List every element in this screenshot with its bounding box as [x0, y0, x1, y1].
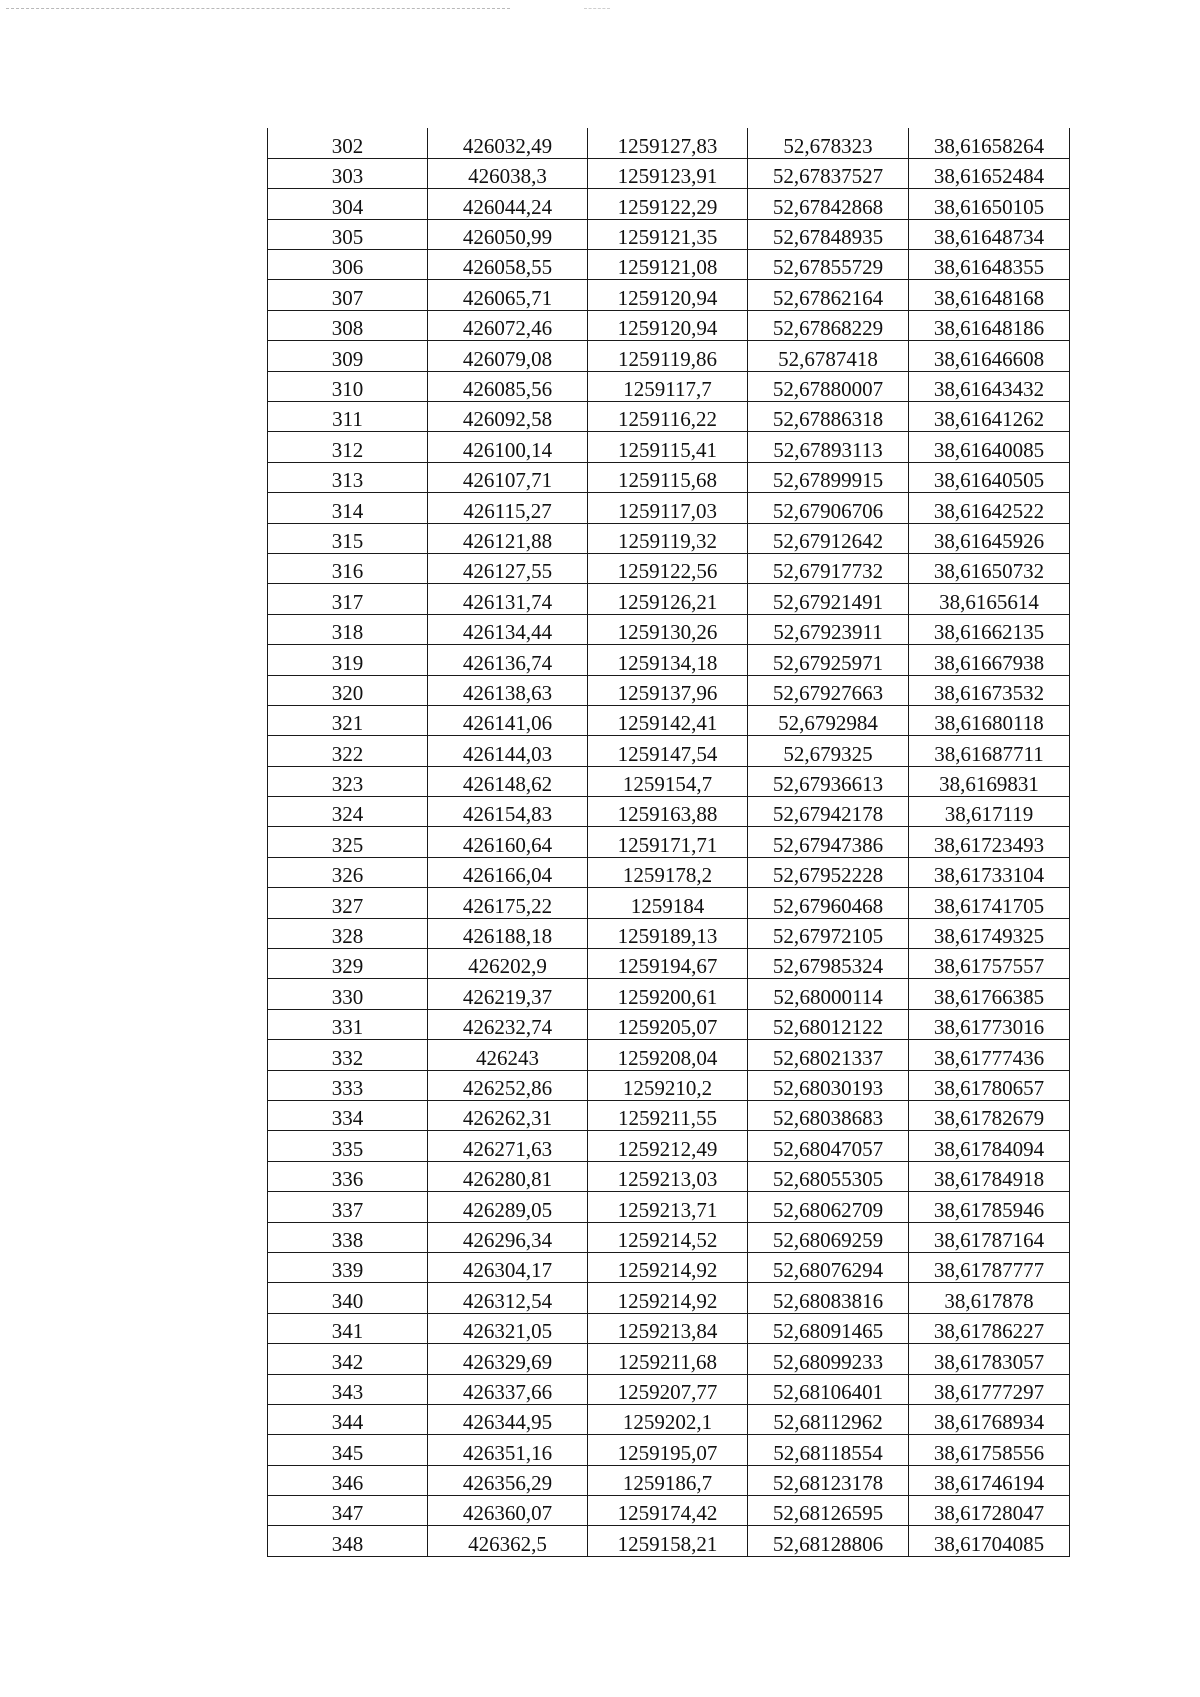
table-row — [268, 1435, 1070, 1465]
coord-y-cell: 1259134,18 — [588, 645, 748, 675]
coordinates-table — [267, 128, 1070, 1557]
point-number-cell: 319 — [268, 645, 428, 675]
coord-y-cell: 1259158,21 — [588, 1526, 748, 1556]
point-number-cell: 310 — [268, 371, 428, 401]
coord-x-cell: 426141,06 — [428, 705, 588, 735]
longitude-cell: 38,61723493 — [909, 827, 1070, 857]
coord-y-cell: 1259121,35 — [588, 219, 748, 249]
coord-y-cell: 1259121,08 — [588, 250, 748, 280]
table-row — [268, 432, 1070, 462]
point-number-cell: 307 — [268, 280, 428, 310]
point-number-cell: 336 — [268, 1161, 428, 1191]
coord-y-cell: 1259195,07 — [588, 1435, 748, 1465]
longitude-cell: 38,61766385 — [909, 979, 1070, 1009]
table-row — [268, 158, 1070, 188]
coord-x-cell: 426144,03 — [428, 736, 588, 766]
latitude-cell: 52,67912642 — [748, 523, 909, 553]
coord-y-cell: 1259122,56 — [588, 553, 748, 583]
coord-y-cell: 1259147,54 — [588, 736, 748, 766]
table-row — [268, 584, 1070, 614]
point-number-cell: 323 — [268, 766, 428, 796]
coord-y-cell: 1259202,1 — [588, 1404, 748, 1434]
latitude-cell: 52,6792984 — [748, 705, 909, 735]
longitude-cell: 38,61773016 — [909, 1009, 1070, 1039]
latitude-cell: 52,67837527 — [748, 158, 909, 188]
longitude-cell: 38,61784094 — [909, 1131, 1070, 1161]
coord-x-cell: 426362,5 — [428, 1526, 588, 1556]
coord-y-cell: 1259208,04 — [588, 1040, 748, 1070]
latitude-cell: 52,67925971 — [748, 645, 909, 675]
longitude-cell: 38,61757557 — [909, 949, 1070, 979]
table-row — [268, 1252, 1070, 1282]
coord-y-cell: 1259142,41 — [588, 705, 748, 735]
coord-x-cell: 426271,63 — [428, 1131, 588, 1161]
longitude-cell: 38,61741705 — [909, 888, 1070, 918]
coord-y-cell: 1259171,71 — [588, 827, 748, 857]
coord-y-cell: 1259214,52 — [588, 1222, 748, 1252]
longitude-cell: 38,61782679 — [909, 1101, 1070, 1131]
point-number-cell: 317 — [268, 584, 428, 614]
table-row — [268, 553, 1070, 583]
coord-x-cell: 426337,66 — [428, 1374, 588, 1404]
coord-y-cell: 1259117,7 — [588, 371, 748, 401]
coord-x-cell: 426138,63 — [428, 675, 588, 705]
longitude-cell: 38,61784918 — [909, 1161, 1070, 1191]
coord-x-cell: 426252,86 — [428, 1070, 588, 1100]
coord-x-cell: 426289,05 — [428, 1192, 588, 1222]
coord-y-cell: 1259210,2 — [588, 1070, 748, 1100]
longitude-cell: 38,61733104 — [909, 857, 1070, 887]
latitude-cell: 52,678323 — [748, 128, 909, 158]
longitude-cell: 38,61650732 — [909, 553, 1070, 583]
table-row — [268, 1131, 1070, 1161]
latitude-cell: 52,68123178 — [748, 1465, 909, 1495]
latitude-cell: 52,68000114 — [748, 979, 909, 1009]
latitude-cell: 52,68021337 — [748, 1040, 909, 1070]
point-number-cell: 327 — [268, 888, 428, 918]
point-number-cell: 309 — [268, 341, 428, 371]
longitude-cell: 38,61786227 — [909, 1313, 1070, 1343]
point-number-cell: 331 — [268, 1009, 428, 1039]
point-number-cell: 328 — [268, 918, 428, 948]
coord-x-cell: 426107,71 — [428, 462, 588, 492]
longitude-cell: 38,61643432 — [909, 371, 1070, 401]
table-row — [268, 189, 1070, 219]
latitude-cell: 52,68099233 — [748, 1344, 909, 1374]
latitude-cell: 52,67917732 — [748, 553, 909, 583]
point-number-cell: 337 — [268, 1192, 428, 1222]
table-row — [268, 523, 1070, 553]
longitude-cell: 38,61646608 — [909, 341, 1070, 371]
coord-x-cell: 426121,88 — [428, 523, 588, 553]
table-row — [268, 1344, 1070, 1374]
longitude-cell: 38,617119 — [909, 797, 1070, 827]
coord-x-cell: 426050,99 — [428, 219, 588, 249]
longitude-cell: 38,61658264 — [909, 128, 1070, 158]
longitude-cell: 38,61645926 — [909, 523, 1070, 553]
coord-x-cell: 426038,3 — [428, 158, 588, 188]
coord-y-cell: 1259213,71 — [588, 1192, 748, 1222]
point-number-cell: 347 — [268, 1496, 428, 1526]
longitude-cell: 38,6169831 — [909, 766, 1070, 796]
latitude-cell: 52,68083816 — [748, 1283, 909, 1313]
coord-y-cell: 1259117,03 — [588, 493, 748, 523]
point-number-cell: 306 — [268, 250, 428, 280]
coord-x-cell: 426344,95 — [428, 1404, 588, 1434]
coord-x-cell: 426280,81 — [428, 1161, 588, 1191]
table-row — [268, 341, 1070, 371]
latitude-cell: 52,68069259 — [748, 1222, 909, 1252]
table-row — [268, 1070, 1070, 1100]
latitude-cell: 52,67972105 — [748, 918, 909, 948]
coord-y-cell: 1259163,88 — [588, 797, 748, 827]
coord-y-cell: 1259213,84 — [588, 1313, 748, 1343]
point-number-cell: 308 — [268, 310, 428, 340]
longitude-cell: 38,61785946 — [909, 1192, 1070, 1222]
point-number-cell: 338 — [268, 1222, 428, 1252]
latitude-cell: 52,67936613 — [748, 766, 909, 796]
coord-x-cell: 426154,83 — [428, 797, 588, 827]
longitude-cell: 38,61728047 — [909, 1496, 1070, 1526]
coord-y-cell: 1259200,61 — [588, 979, 748, 1009]
coordinates-table-body — [268, 128, 1070, 1556]
table-row — [268, 1009, 1070, 1039]
coord-x-cell: 426148,62 — [428, 766, 588, 796]
latitude-cell: 52,67906706 — [748, 493, 909, 523]
table-row — [268, 857, 1070, 887]
coord-x-cell: 426127,55 — [428, 553, 588, 583]
table-row — [268, 614, 1070, 644]
point-number-cell: 303 — [268, 158, 428, 188]
coord-x-cell: 426329,69 — [428, 1344, 588, 1374]
coord-x-cell: 426092,58 — [428, 402, 588, 432]
table-row — [268, 1526, 1070, 1556]
longitude-cell: 38,61787164 — [909, 1222, 1070, 1252]
table-row — [268, 766, 1070, 796]
latitude-cell: 52,68091465 — [748, 1313, 909, 1343]
coord-x-cell: 426188,18 — [428, 918, 588, 948]
point-number-cell: 345 — [268, 1435, 428, 1465]
table-row — [268, 705, 1070, 735]
table-row — [268, 128, 1070, 158]
coord-y-cell: 1259184 — [588, 888, 748, 918]
longitude-cell: 38,61787777 — [909, 1252, 1070, 1282]
coord-y-cell: 1259123,91 — [588, 158, 748, 188]
coord-y-cell: 1259127,83 — [588, 128, 748, 158]
table-row — [268, 1465, 1070, 1495]
coord-y-cell: 1259178,2 — [588, 857, 748, 887]
longitude-cell: 38,61758556 — [909, 1435, 1070, 1465]
point-number-cell: 339 — [268, 1252, 428, 1282]
latitude-cell: 52,67848935 — [748, 219, 909, 249]
coord-x-cell: 426131,74 — [428, 584, 588, 614]
coord-x-cell: 426202,9 — [428, 949, 588, 979]
table-row — [268, 1496, 1070, 1526]
point-number-cell: 329 — [268, 949, 428, 979]
table-row — [268, 827, 1070, 857]
coord-x-cell: 426296,34 — [428, 1222, 588, 1252]
point-number-cell: 342 — [268, 1344, 428, 1374]
coord-y-cell: 1259214,92 — [588, 1252, 748, 1282]
table-row — [268, 888, 1070, 918]
point-number-cell: 348 — [268, 1526, 428, 1556]
table-row — [268, 1161, 1070, 1191]
coord-x-cell: 426312,54 — [428, 1283, 588, 1313]
coord-x-cell: 426262,31 — [428, 1101, 588, 1131]
longitude-cell: 38,61780657 — [909, 1070, 1070, 1100]
point-number-cell: 305 — [268, 219, 428, 249]
table-row — [268, 371, 1070, 401]
latitude-cell: 52,68118554 — [748, 1435, 909, 1465]
longitude-cell: 38,61648186 — [909, 310, 1070, 340]
coord-y-cell: 1259214,92 — [588, 1283, 748, 1313]
coord-y-cell: 1259119,32 — [588, 523, 748, 553]
latitude-cell: 52,68076294 — [748, 1252, 909, 1282]
latitude-cell: 52,67880007 — [748, 371, 909, 401]
point-number-cell: 324 — [268, 797, 428, 827]
coord-y-cell: 1259212,49 — [588, 1131, 748, 1161]
latitude-cell: 52,67868229 — [748, 310, 909, 340]
longitude-cell: 38,61746194 — [909, 1465, 1070, 1495]
coord-y-cell: 1259213,03 — [588, 1161, 748, 1191]
point-number-cell: 318 — [268, 614, 428, 644]
longitude-cell: 38,6165614 — [909, 584, 1070, 614]
table-row — [268, 1040, 1070, 1070]
coord-y-cell: 1259189,13 — [588, 918, 748, 948]
coord-x-cell: 426175,22 — [428, 888, 588, 918]
point-number-cell: 322 — [268, 736, 428, 766]
point-number-cell: 333 — [268, 1070, 428, 1100]
point-number-cell: 332 — [268, 1040, 428, 1070]
table-row — [268, 1192, 1070, 1222]
longitude-cell: 38,61777297 — [909, 1374, 1070, 1404]
longitude-cell: 38,61648168 — [909, 280, 1070, 310]
coord-y-cell: 1259122,29 — [588, 189, 748, 219]
point-number-cell: 325 — [268, 827, 428, 857]
table-row — [268, 1313, 1070, 1343]
table-row — [268, 402, 1070, 432]
coord-x-cell: 426134,44 — [428, 614, 588, 644]
latitude-cell: 52,67886318 — [748, 402, 909, 432]
table-row — [268, 1283, 1070, 1313]
table-row — [268, 645, 1070, 675]
latitude-cell: 52,68128806 — [748, 1526, 909, 1556]
coord-y-cell: 1259186,7 — [588, 1465, 748, 1495]
latitude-cell: 52,68055305 — [748, 1161, 909, 1191]
coord-y-cell: 1259154,7 — [588, 766, 748, 796]
coord-y-cell: 1259119,86 — [588, 341, 748, 371]
table-row — [268, 250, 1070, 280]
latitude-cell: 52,67855729 — [748, 250, 909, 280]
point-number-cell: 343 — [268, 1374, 428, 1404]
latitude-cell: 52,67923911 — [748, 614, 909, 644]
table-row — [268, 310, 1070, 340]
coord-y-cell: 1259120,94 — [588, 310, 748, 340]
point-number-cell: 312 — [268, 432, 428, 462]
point-number-cell: 330 — [268, 979, 428, 1009]
longitude-cell: 38,61648355 — [909, 250, 1070, 280]
latitude-cell: 52,68126595 — [748, 1496, 909, 1526]
point-number-cell: 346 — [268, 1465, 428, 1495]
latitude-cell: 52,68062709 — [748, 1192, 909, 1222]
longitude-cell: 38,61768934 — [909, 1404, 1070, 1434]
longitude-cell: 38,61783057 — [909, 1344, 1070, 1374]
coord-x-cell: 426243 — [428, 1040, 588, 1070]
coord-x-cell: 426166,04 — [428, 857, 588, 887]
latitude-cell: 52,67952228 — [748, 857, 909, 887]
latitude-cell: 52,67893113 — [748, 432, 909, 462]
point-number-cell: 344 — [268, 1404, 428, 1434]
point-number-cell: 314 — [268, 493, 428, 523]
coord-y-cell: 1259205,07 — [588, 1009, 748, 1039]
table-row — [268, 1374, 1070, 1404]
longitude-cell: 38,61777436 — [909, 1040, 1070, 1070]
coord-x-cell: 426356,29 — [428, 1465, 588, 1495]
coord-x-cell: 426032,49 — [428, 128, 588, 158]
coord-x-cell: 426136,74 — [428, 645, 588, 675]
latitude-cell: 52,68112962 — [748, 1404, 909, 1434]
longitude-cell: 38,61641262 — [909, 402, 1070, 432]
coord-x-cell: 426065,71 — [428, 280, 588, 310]
table-row — [268, 949, 1070, 979]
table-row — [268, 1101, 1070, 1131]
table-row — [268, 675, 1070, 705]
coord-x-cell: 426079,08 — [428, 341, 588, 371]
latitude-cell: 52,6787418 — [748, 341, 909, 371]
longitude-cell: 38,61640085 — [909, 432, 1070, 462]
table-row — [268, 797, 1070, 827]
coord-y-cell: 1259211,68 — [588, 1344, 748, 1374]
table-row — [268, 462, 1070, 492]
latitude-cell: 52,67899915 — [748, 462, 909, 492]
coord-x-cell: 426058,55 — [428, 250, 588, 280]
longitude-cell: 38,61687711 — [909, 736, 1070, 766]
coord-y-cell: 1259194,67 — [588, 949, 748, 979]
latitude-cell: 52,67960468 — [748, 888, 909, 918]
longitude-cell: 38,61704085 — [909, 1526, 1070, 1556]
latitude-cell: 52,68038683 — [748, 1101, 909, 1131]
coord-y-cell: 1259126,21 — [588, 584, 748, 614]
latitude-cell: 52,68106401 — [748, 1374, 909, 1404]
table-row — [268, 493, 1070, 523]
coord-y-cell: 1259207,77 — [588, 1374, 748, 1404]
coord-x-cell: 426044,24 — [428, 189, 588, 219]
point-number-cell: 340 — [268, 1283, 428, 1313]
longitude-cell: 38,617878 — [909, 1283, 1070, 1313]
coord-y-cell: 1259137,96 — [588, 675, 748, 705]
latitude-cell: 52,679325 — [748, 736, 909, 766]
table-row — [268, 979, 1070, 1009]
coord-y-cell: 1259211,55 — [588, 1101, 748, 1131]
longitude-cell: 38,61662135 — [909, 614, 1070, 644]
point-number-cell: 334 — [268, 1101, 428, 1131]
point-number-cell: 335 — [268, 1131, 428, 1161]
point-number-cell: 316 — [268, 553, 428, 583]
latitude-cell: 52,67842868 — [748, 189, 909, 219]
coord-x-cell: 426072,46 — [428, 310, 588, 340]
table-row — [268, 918, 1070, 948]
latitude-cell: 52,67862164 — [748, 280, 909, 310]
latitude-cell: 52,67942178 — [748, 797, 909, 827]
coord-x-cell: 426219,37 — [428, 979, 588, 1009]
longitude-cell: 38,61640505 — [909, 462, 1070, 492]
table-row — [268, 280, 1070, 310]
coord-y-cell: 1259115,68 — [588, 462, 748, 492]
point-number-cell: 326 — [268, 857, 428, 887]
coord-x-cell: 426160,64 — [428, 827, 588, 857]
table-row — [268, 1222, 1070, 1252]
coord-y-cell: 1259130,26 — [588, 614, 748, 644]
point-number-cell: 313 — [268, 462, 428, 492]
coord-x-cell: 426232,74 — [428, 1009, 588, 1039]
point-number-cell: 304 — [268, 189, 428, 219]
scan-artifact-line — [6, 8, 510, 9]
coord-x-cell: 426351,16 — [428, 1435, 588, 1465]
longitude-cell: 38,61652484 — [909, 158, 1070, 188]
point-number-cell: 302 — [268, 128, 428, 158]
longitude-cell: 38,61642522 — [909, 493, 1070, 523]
coord-x-cell: 426321,05 — [428, 1313, 588, 1343]
longitude-cell: 38,61648734 — [909, 219, 1070, 249]
latitude-cell: 52,67927663 — [748, 675, 909, 705]
point-number-cell: 315 — [268, 523, 428, 553]
coord-y-cell: 1259115,41 — [588, 432, 748, 462]
coord-x-cell: 426085,56 — [428, 371, 588, 401]
latitude-cell: 52,67921491 — [748, 584, 909, 614]
point-number-cell: 321 — [268, 705, 428, 735]
coord-x-cell: 426100,14 — [428, 432, 588, 462]
coord-y-cell: 1259174,42 — [588, 1496, 748, 1526]
coord-x-cell: 426304,17 — [428, 1252, 588, 1282]
longitude-cell: 38,61667938 — [909, 645, 1070, 675]
point-number-cell: 311 — [268, 402, 428, 432]
latitude-cell: 52,68012122 — [748, 1009, 909, 1039]
coord-x-cell: 426360,07 — [428, 1496, 588, 1526]
coord-y-cell: 1259120,94 — [588, 280, 748, 310]
table-row — [268, 736, 1070, 766]
coord-x-cell: 426115,27 — [428, 493, 588, 523]
scan-artifact-line-short — [584, 8, 610, 9]
latitude-cell: 52,68030193 — [748, 1070, 909, 1100]
table-row — [268, 1404, 1070, 1434]
latitude-cell: 52,67985324 — [748, 949, 909, 979]
table-row — [268, 219, 1070, 249]
latitude-cell: 52,68047057 — [748, 1131, 909, 1161]
coord-y-cell: 1259116,22 — [588, 402, 748, 432]
longitude-cell: 38,61673532 — [909, 675, 1070, 705]
point-number-cell: 341 — [268, 1313, 428, 1343]
point-number-cell: 320 — [268, 675, 428, 705]
longitude-cell: 38,61749325 — [909, 918, 1070, 948]
longitude-cell: 38,61650105 — [909, 189, 1070, 219]
longitude-cell: 38,61680118 — [909, 705, 1070, 735]
latitude-cell: 52,67947386 — [748, 827, 909, 857]
